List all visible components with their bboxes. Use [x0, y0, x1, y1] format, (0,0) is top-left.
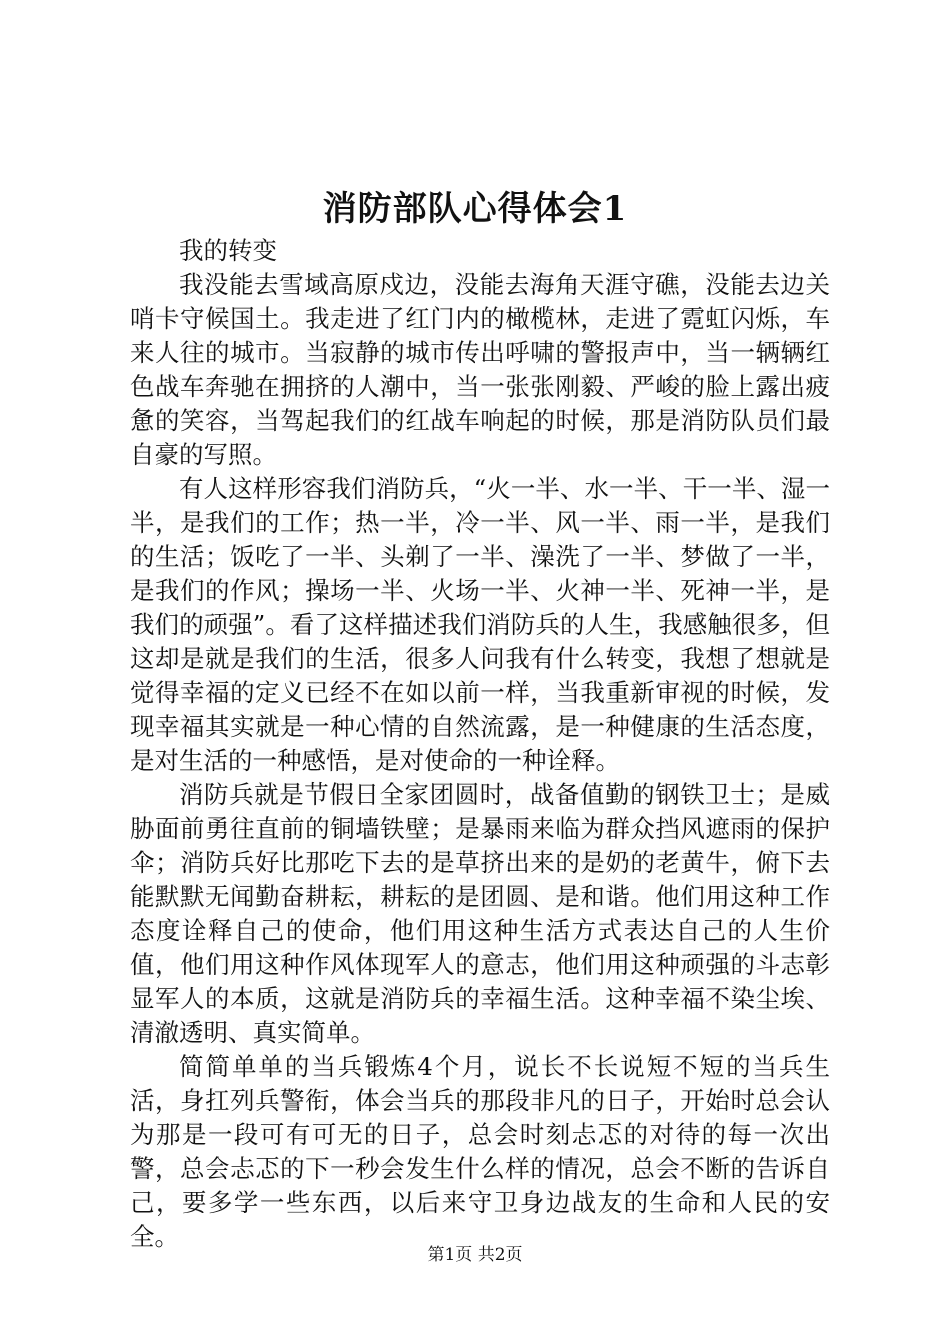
document-body: [130, 234, 830, 1254]
paragraph-3: 消防兵就是节假日全家团圆时，战备值勤的钢铁卫士；是威胁面前勇往直前的铜墙铁壁；是暴雨来临为群众挡风遮雨的保护伞；消防兵好比那吃下去的是草挤出来的是奶的老黄牛，俯下去能默默无闻勤奋耕耘，耕耘的是团圆、是和谐。他们用这种工作态度诠释自己的使命，他们用这种生活方式表达自己的人生价值，他们用这种作风体现军人的意志，他们用这种顽强的斗志彰显军人的本质，这就是消防兵的幸福生活。这种幸福不染尘埃、清澈透明、真实简单。: [130, 780, 830, 1047]
page-number-footer: 第1页 共2页: [427, 1245, 523, 1265]
paragraph-1: 我没能去雪域高原戍边，没能去海角天涯守礁，没能去边关哨卡守候国土。我走进了红门内的橄榄林，走进了霓虹闪烁，车来人往的城市。当寂静的城市传出呼啸的警报声中，当一辆辆红色战车奔驰在拥挤的人潮中，当一张张刚毅、严峻的脸上露出疲惫的笑容，当驾起我们的红战车响起的时候，那是消防队员们最自豪的写照。: [130, 270, 830, 469]
document-title: 消防部队心得体会1: [322, 189, 628, 229]
paragraph-4: 简简单单的当兵锻炼4个月，说长不长说短不短的当兵生活，身扛列兵警衔，体会当兵的那段非凡的日子，开始时总会认为那是一段可有可无的日子，总会时刻忐忑的对待的每一次出警，总会忐忑的下一秒会发生什么样的情况，总会不断的告诉自己，要多学一些东西，以后来守卫身边战友的生命和人民的安全。: [130, 1052, 830, 1251]
section-subtitle: 我的转变: [179, 236, 277, 265]
paragraph-2: 有人这样形容我们消防兵，“火一半、水一半、干一半、湿一半，是我们的工作；热一半，冷一半、风一半、雨一半，是我们的生活；饭吃了一半、头剃了一半、澡洗了一半、梦做了一半，是我们的作风；操场一半、火场一半、火神一半、死神一半，是我们的顽强”。看了这样描述我们消防兵的人生，我感触很多，但这却是就是我们的生活，很多人问我有什么转变，我想了想就是觉得幸福的定义已经不在如以前一样，当我重新审视的时候，发现幸福其实就是一种心情的自然流露，是一种健康的生活态度，是对生活的一种感悟，是对使命的一种诠释。: [130, 474, 830, 775]
